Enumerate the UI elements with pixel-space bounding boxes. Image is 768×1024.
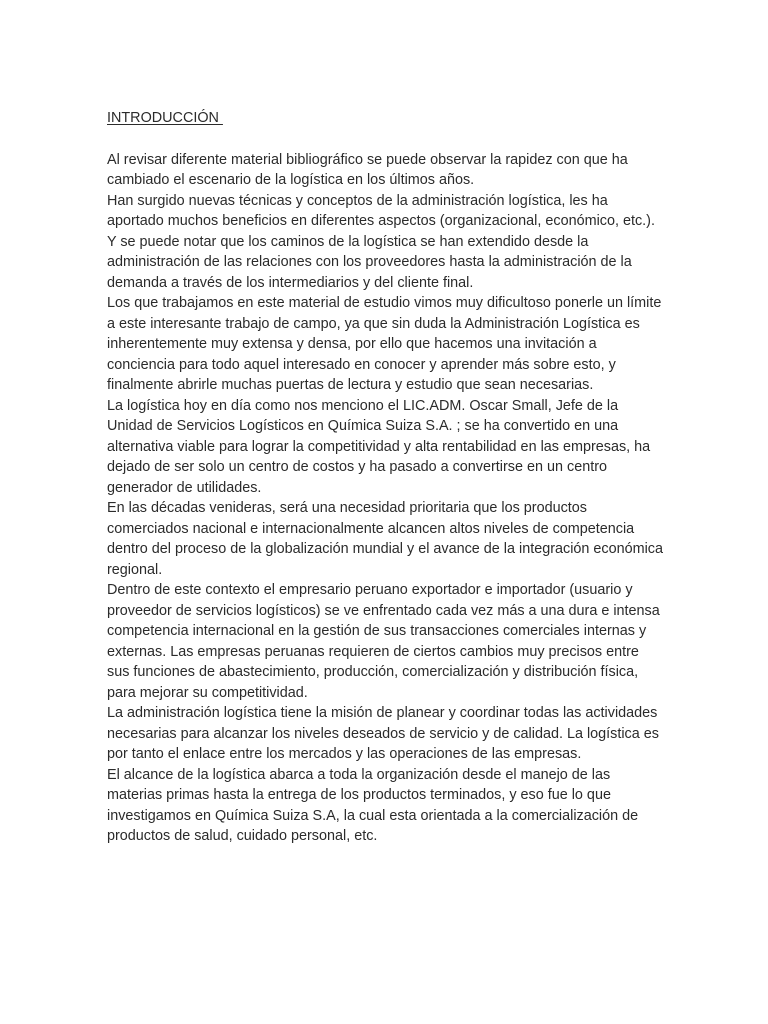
paragraph-8: La administración logística tiene la misión de planear y coordinar todas las actividades necesarias para alcanzar los niveles deseados de servicio y de calidad. La logística es por tanto el enlace entre los mercados y las operaciones de las empresas. bbox=[107, 705, 659, 762]
paragraph-6: En las décadas venideras, será una necesidad prioritaria que los productos comerciados nacional e internacionalmente alcancen altos niveles de competencia dentro del proceso de la globalización mundial y el avance de la integración económica regional. bbox=[107, 500, 663, 578]
paragraph-1: Al revisar diferente material bibliográfico se puede observar la rapidez con que ha cambiado el escenario de la logística en los últimos años. bbox=[107, 151, 628, 188]
document-body bbox=[107, 108, 663, 847]
paragraph-9: El alcance de la logística abarca a toda la organización desde el manejo de las materias primas hasta la entrega de los productos terminados, y eso fue lo que investigamos en Química Suiza S.A, la cual esta orientada a la comercialización de productos de salud, cuidado personal, etc. bbox=[107, 766, 639, 844]
paragraph-7: Dentro de este contexto el empresario peruano exportador e importador (usuario y proveedor de servicios logísticos) se ve enfrentado cada vez más a una dura e intensa competencia internacional en la gestión de sus transacciones comerciales internas y externas. Las empresas peruanas requieren de ciertos cambios muy precisos entre sus funciones de abastecimiento, producción, comercialización y distribución física, para mejorar su competitividad. bbox=[107, 582, 660, 701]
paragraph-4: Los que trabajamos en este material de estudio vimos muy dificultoso ponerle un límite a este interesante trabajo de campo, ya que sin duda la Administración Logística es inherentemente muy extensa y densa, por ello que hacemos una invitación a conciencia para todo aquel interesado en conocer y aprender más sobre esto, y finalmente abrirle muchas puertas de lectura y estudio que sean necesarias. bbox=[107, 295, 662, 393]
section-heading: INTRODUCCIÓN bbox=[107, 110, 223, 126]
paragraph-3: Y se puede notar que los caminos de la logística se han extendido desde la administración de las relaciones con los proveedores hasta la administración de la demanda a través de los intermediarios y del cliente final. bbox=[107, 233, 632, 291]
paragraph-2: Han surgido nuevas técnicas y conceptos de la administración logística, les ha aportado muchos beneficios en diferentes aspectos (organizacional, económico, etc.). bbox=[107, 192, 655, 229]
paragraph-5: La logística hoy en día como nos menciono el LIC.ADM. Oscar Small, Jefe de la Unidad de Servicios Logísticos en Química Suiza S.A. ; se ha convertido en una alternativa viable para lograr la competitividad y alta rentabilidad en las empresas, ha dejado de ser solo un centro de costos y ha pasado a convertirse en un centro generador de utilidades. bbox=[107, 397, 651, 496]
